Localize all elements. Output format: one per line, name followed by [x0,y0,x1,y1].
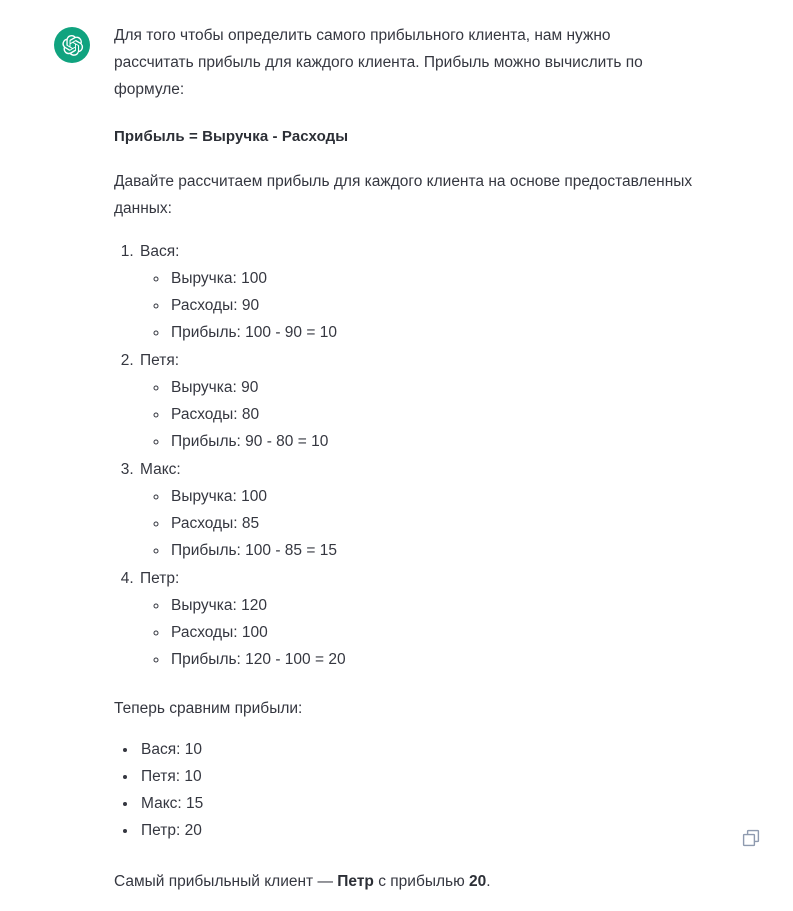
list-item: • Вася: 10 [138,736,694,763]
copy-icon [741,828,761,848]
list-item: • Петр: 20 [138,817,694,844]
list-item: ◦ Расходы: 80 [169,401,694,428]
client-metrics-list [140,265,694,346]
conclusion-suffix: . [486,873,491,890]
list-item: ◦ Выручка: 100 [169,483,694,510]
intro-paragraph: Для того чтобы определить самого прибыльного клиента, нам нужно рассчитать прибыль для каждого клиента. Прибыль можно вычислить по формуле: [114,27,643,98]
lead-in-paragraph: Давайте рассчитаем прибыль для каждого клиента на основе предоставленных данных: [114,173,693,217]
list-item: ◦ Выручка: 90 [169,374,694,401]
profit-comparison-list [114,736,694,844]
list-item: ◦ Прибыль: 120 - 100 = 20 [169,646,694,673]
conclusion-paragraph [114,868,694,895]
compare-heading: Теперь сравним прибыли: [114,700,303,717]
conclusion-prefix: Самый прибыльный клиент — [114,873,338,890]
client-name: Макс: [140,461,181,478]
list-item [138,238,694,346]
spacer [114,150,694,168]
list-item: ◦ Расходы: 85 [169,510,694,537]
list-item [138,456,694,564]
client-name: Вася: [140,243,180,260]
copy-button[interactable] [736,823,766,853]
conclusion-profit: 20 [469,873,487,890]
conclusion-winner: Петр [337,873,374,890]
list-item: ◦ Выручка: 120 [169,592,694,619]
assistant-avatar [54,27,90,63]
list-item: ◦ Расходы: 90 [169,292,694,319]
list-item [138,347,694,455]
list-item: ◦ Расходы: 100 [169,619,694,646]
list-item [138,565,694,673]
list-item: ◦ Прибыль: 90 - 80 = 10 [169,428,694,455]
client-metrics-list [140,483,694,564]
client-metrics-list [140,374,694,455]
openai-logo-icon [61,34,84,57]
client-metrics-list [140,592,694,673]
spacer [114,673,694,695]
client-name: Петя: [140,352,180,369]
client-breakdown-list [114,238,694,673]
list-item: • Петя: 10 [138,763,694,790]
list-item: • Макс: 15 [138,790,694,817]
conclusion-middle: с прибылью [373,873,470,890]
list-item: ◦ Выручка: 100 [169,265,694,292]
client-name: Петр: [140,570,180,587]
list-item: ◦ Прибыль: 100 - 85 = 15 [169,537,694,564]
message-content [90,0,754,911]
profit-formula: Прибыль = Выручка - Расходы [114,128,349,145]
avatar-column [0,0,90,63]
list-item: ◦ Прибыль: 100 - 90 = 10 [169,319,694,346]
